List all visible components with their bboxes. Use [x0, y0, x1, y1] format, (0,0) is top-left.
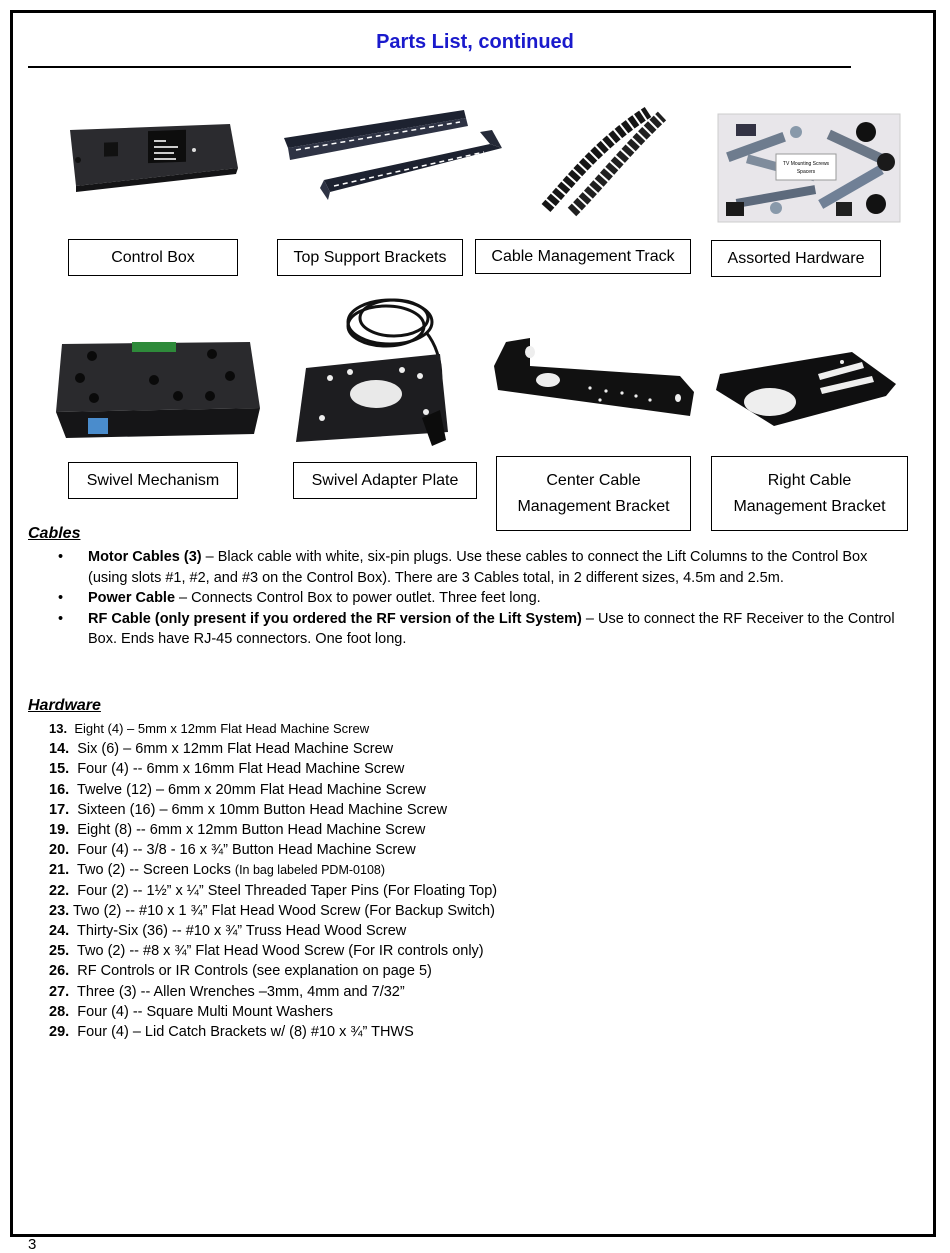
item-text: Four (4) -- Square Multi Mount Washers: [77, 1003, 333, 1020]
list-item: [28, 547, 908, 588]
bullet-icon: •: [58, 549, 64, 565]
control-box-label: Control Box: [68, 239, 238, 276]
bullet-icon: •: [58, 610, 64, 627]
item-number: 17.: [49, 801, 70, 818]
right-cable-management-bracket-label: [711, 456, 908, 531]
cable-name: RF Cable (only present if you ordered the RF version of the Lift System): [88, 610, 582, 627]
cable-management-track-label: Cable Management Track: [475, 239, 691, 274]
list-item: [49, 901, 909, 921]
item-text: Sixteen (16) – 6mm x 10mm Button Head Machine Screw: [77, 801, 448, 818]
item-number: 14.: [49, 741, 70, 758]
label-line: Center Cable: [546, 471, 641, 489]
list-item: [28, 588, 908, 609]
list-item: [49, 739, 909, 759]
control-box-image: [64, 120, 242, 192]
item-number: 22.: [49, 882, 70, 899]
cable-description: – Use to connect the RF Receiver to the Control Box. Ends have RJ-45 connectors. One foot long.: [88, 610, 895, 647]
list-item: [49, 921, 909, 941]
item-text: Three (3) -- Allen Wrenches –3mm, 4mm and 7/32”: [76, 983, 405, 1000]
cable-description: – Connects Control Box to power outlet. Three feet long.: [175, 590, 541, 606]
label-line: Management Bracket: [517, 497, 670, 515]
swivel-mechanism-label: Swivel Mechanism: [68, 462, 238, 499]
label-line: Right Cable: [767, 471, 852, 489]
center-cable-management-bracket-label: [496, 456, 691, 531]
right-cable-management-bracket-image: [714, 346, 904, 432]
item-number: 28.: [49, 1003, 70, 1020]
list-item: [49, 1002, 909, 1022]
list-item: [49, 1022, 909, 1042]
assorted-hardware-label: Assorted Hardware: [711, 240, 881, 277]
item-number: 16.: [49, 781, 70, 798]
cable-name: Power Cable: [88, 590, 176, 606]
cable-description: – Black cable with white, six-pin plugs. Use these cables to connect the Lift Columns to the Control Box (using slots #1, #2, and #3 on the Control Box). There are 3 Cables total, in 2 different sizes, 4.5m and 2.5m.: [88, 549, 868, 586]
center-cable-management-bracket-image: [490, 336, 698, 432]
svg-text:TV Mounting Screws: TV Mounting Screws: [782, 161, 830, 167]
item-text: Two (2) -- #10 x 1 ¾” Flat Head Wood Screw (For Backup Switch): [72, 902, 495, 919]
hardware-list: [49, 719, 909, 1042]
list-item: [49, 961, 909, 981]
item-text: Thirty-Six (36) -- #10 x ¾” Truss Head Wood Screw: [76, 923, 407, 940]
item-text: Six (6) – 6mm x 12mm Flat Head Machine Screw: [77, 741, 394, 758]
list-item: [49, 860, 909, 880]
cable-name: Motor Cables (3): [88, 549, 202, 565]
item-number: 21.: [49, 862, 70, 879]
item-number: 29.: [49, 1024, 70, 1041]
item-text: Four (4) -- 3/8 - 16 x ¾” Button Head Machine Screw: [77, 842, 416, 859]
svg-text:Spacers: Spacers: [796, 169, 816, 175]
top-support-brackets-label: Top Support Brackets: [277, 239, 463, 276]
item-note: (In bag labeled PDM-0108): [234, 863, 386, 878]
cable-management-track-image: [538, 104, 668, 218]
list-item: [49, 719, 909, 739]
title-underline: [28, 66, 851, 68]
item-text: RF Controls or IR Controls (see explanation on page 5): [77, 963, 432, 980]
item-text: Twelve (12) – 6mm x 20mm Flat Head Machine Screw: [76, 781, 426, 798]
item-text: Eight (8) -- 6mm x 12mm Button Head Machine Screw: [77, 822, 426, 839]
cables-heading: Cables: [28, 525, 81, 542]
assorted-hardware-image: [716, 112, 902, 224]
page-title: Parts List, continued: [376, 31, 574, 53]
item-number: 19.: [49, 822, 70, 839]
page-number: 3: [28, 1236, 37, 1253]
list-item: [49, 941, 909, 961]
top-support-brackets-image: [280, 104, 506, 208]
item-number: 23.: [49, 902, 70, 919]
list-item: [28, 609, 908, 650]
swivel-mechanism-image: [54, 338, 262, 440]
item-number: 24.: [49, 923, 70, 940]
label-line: Management Bracket: [733, 497, 886, 515]
bullet-icon: •: [58, 590, 64, 606]
item-number: 15.: [49, 761, 70, 778]
item-number: 26.: [49, 963, 70, 980]
item-text: Four (4) – Lid Catch Brackets w/ (8) #10 x ¾” THWS: [77, 1024, 414, 1041]
list-item: [49, 780, 909, 800]
hardware-heading: Hardware: [28, 697, 101, 714]
item-text: Four (2) -- 1½” x ¼” Steel Threaded Taper Pins (For Floating Top): [77, 882, 498, 899]
item-text: Two (2) -- Screen Locks: [76, 862, 231, 879]
list-item: [49, 840, 909, 860]
item-number: 25.: [49, 943, 70, 960]
item-number: 20.: [49, 842, 70, 859]
cables-list: [28, 547, 908, 650]
item-number: 13.: [49, 721, 68, 736]
list-item: [49, 759, 909, 779]
list-item: [49, 820, 909, 840]
list-item: [49, 881, 909, 901]
item-text: Four (4) -- 6mm x 16mm Flat Head Machine Screw: [77, 761, 405, 778]
list-item: [49, 982, 909, 1002]
swivel-adapter-plate-image: [290, 292, 466, 448]
item-text: Eight (4) – 5mm x 12mm Flat Head Machine Screw: [74, 721, 370, 736]
item-text: Two (2) -- #8 x ¾” Flat Head Wood Screw (For IR controls only): [76, 943, 484, 960]
item-number: 27.: [49, 983, 70, 1000]
swivel-adapter-plate-label: Swivel Adapter Plate: [293, 462, 477, 499]
list-item: [49, 800, 909, 820]
